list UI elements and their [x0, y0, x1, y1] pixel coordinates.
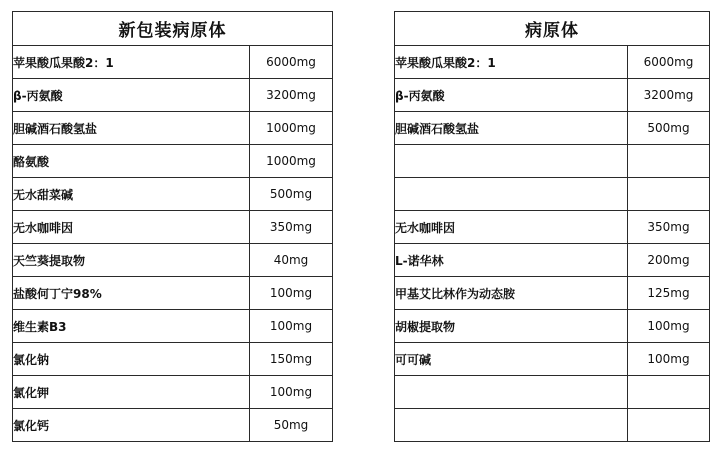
table-row: [13, 112, 333, 145]
ingredient-amount: 100mg: [250, 310, 333, 343]
ingredient-amount: 1000mg: [250, 145, 333, 178]
table-row: [395, 376, 710, 409]
ingredient-amount: 100mg: [250, 277, 333, 310]
ingredient-amount: 100mg: [250, 376, 333, 409]
ingredient-amount: [628, 376, 710, 409]
ingredient-name: 胆碱酒石酸氢盐: [395, 112, 628, 145]
table-title: 病原体: [395, 12, 710, 46]
table-row: [395, 145, 710, 178]
ingredient-amount: [628, 145, 710, 178]
ingredient-amount: 1000mg: [250, 112, 333, 145]
ingredient-amount: 50mg: [250, 409, 333, 442]
ingredient-name: 酪氨酸: [13, 145, 250, 178]
ingredient-amount: 100mg: [628, 310, 710, 343]
table-row: [395, 46, 710, 79]
ingredient-amount: 500mg: [628, 112, 710, 145]
ingredient-amount: 350mg: [628, 211, 710, 244]
ingredient-name: 氯化钾: [13, 376, 250, 409]
ingredient-name: 苹果酸瓜果酸2：1: [13, 46, 250, 79]
table-title: 新包装病原体: [13, 12, 333, 46]
ingredient-name: L-诺华林: [395, 244, 628, 277]
ingredient-name: 无水甜菜碱: [13, 178, 250, 211]
table-row: [395, 310, 710, 343]
ingredient-name: [395, 178, 628, 211]
table-row: [13, 277, 333, 310]
ingredient-amount: [628, 409, 710, 442]
ingredient-name: 可可碱: [395, 343, 628, 376]
ingredient-name: β-丙氨酸: [13, 79, 250, 112]
table-row: [395, 244, 710, 277]
ingredient-amount: 6000mg: [628, 46, 710, 79]
table-row: [13, 343, 333, 376]
table-header-row: [13, 12, 333, 46]
ingredient-name: 甲基艾比林作为动态胺: [395, 277, 628, 310]
ingredient-amount: 200mg: [628, 244, 710, 277]
ingredient-name: 无水咖啡因: [13, 211, 250, 244]
table-row: [395, 409, 710, 442]
table-row: [395, 343, 710, 376]
ingredient-name: 氯化钙: [13, 409, 250, 442]
ingredient-amount: 6000mg: [250, 46, 333, 79]
ingredient-name: 胆碱酒石酸氢盐: [13, 112, 250, 145]
ingredient-name: 天竺葵提取物: [13, 244, 250, 277]
ingredient-amount: 350mg: [250, 211, 333, 244]
ingredient-name: 胡椒提取物: [395, 310, 628, 343]
table-row: [13, 244, 333, 277]
table-row: [13, 409, 333, 442]
ingredient-amount: [628, 178, 710, 211]
right-ingredient-table: [394, 11, 710, 442]
table-row: [13, 46, 333, 79]
table-row: [395, 112, 710, 145]
ingredient-name: 苹果酸瓜果酸2：1: [395, 46, 628, 79]
table-row: [395, 211, 710, 244]
table-row: [395, 178, 710, 211]
ingredient-name: [395, 376, 628, 409]
table-row: [13, 145, 333, 178]
table-body: [395, 46, 710, 442]
table-body: [13, 46, 333, 442]
table-row: [395, 277, 710, 310]
table-row: [13, 211, 333, 244]
table-row: [13, 376, 333, 409]
ingredient-name: 无水咖啡因: [395, 211, 628, 244]
ingredient-amount: 150mg: [250, 343, 333, 376]
ingredient-name: 氯化钠: [13, 343, 250, 376]
ingredient-amount: 3200mg: [250, 79, 333, 112]
table-row: [13, 310, 333, 343]
ingredient-amount: 40mg: [250, 244, 333, 277]
ingredient-amount: 100mg: [628, 343, 710, 376]
ingredient-name: [395, 409, 628, 442]
left-ingredient-table: [12, 11, 333, 442]
ingredient-name: [395, 145, 628, 178]
table-row: [395, 79, 710, 112]
ingredient-name: β-丙氨酸: [395, 79, 628, 112]
ingredient-amount: 3200mg: [628, 79, 710, 112]
table-row: [13, 178, 333, 211]
table-header-row: [395, 12, 710, 46]
ingredient-amount: 125mg: [628, 277, 710, 310]
ingredient-name: 盐酸何丁宁98%: [13, 277, 250, 310]
ingredient-name: 维生素B3: [13, 310, 250, 343]
ingredient-amount: 500mg: [250, 178, 333, 211]
table-row: [13, 79, 333, 112]
